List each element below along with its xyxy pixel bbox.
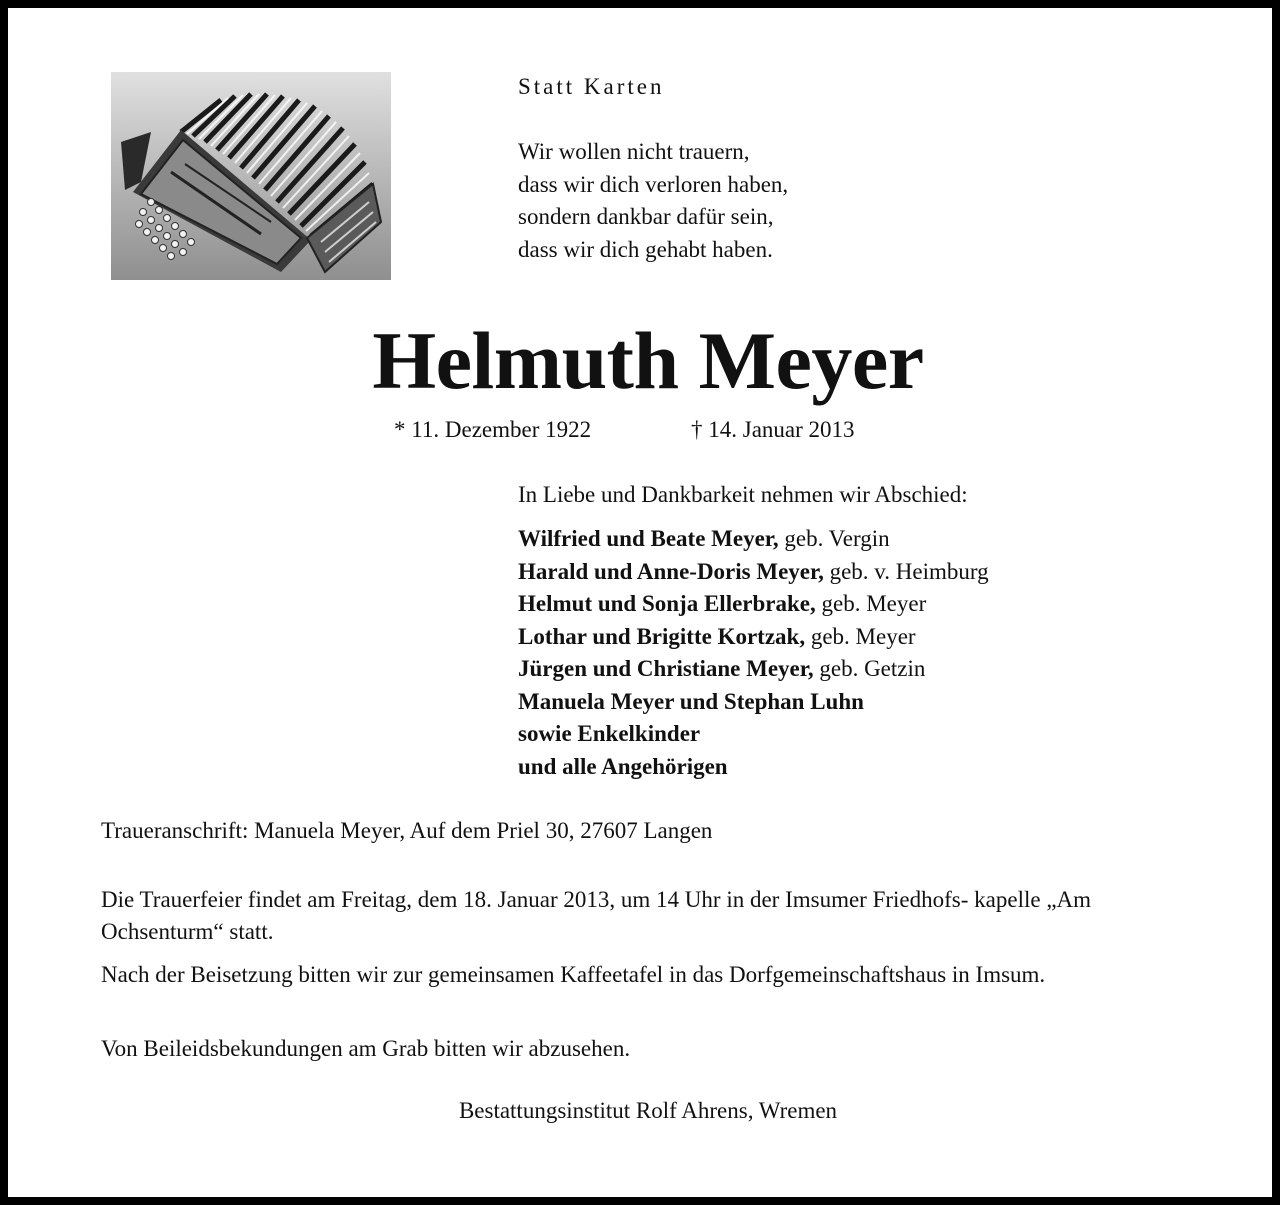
- birth-date: * 11. Dezember 1922: [394, 417, 592, 442]
- mourner-note: geb. Vergin: [784, 526, 890, 551]
- farewell-intro: In Liebe und Dankbarkeit nehmen wir Abschied:: [518, 482, 968, 507]
- mourner-names: Jürgen und Christiane Meyer,: [518, 656, 814, 681]
- mourner-names: Harald und Anne-Doris Meyer,: [518, 558, 824, 584]
- mourner-entry: [518, 718, 989, 751]
- accordion-icon: [111, 72, 391, 280]
- mourner-names: und alle Angehörigen: [518, 753, 728, 779]
- mourner-entry: [518, 751, 989, 784]
- mourner-note: geb. Getzin: [819, 656, 926, 681]
- mourning-address: Traueranschrift: Manuela Meyer, Auf dem Priel 30, 27607 Langen: [101, 818, 713, 843]
- funeral-service-info: Die Trauerfeier findet am Freitag, dem 18. Januar 2013, um 14 Uhr in der Imsumer Friedhofs- kapelle „Am Ochsenturm“ statt.: [101, 887, 1092, 944]
- poem-line: Wir wollen nicht trauern,: [518, 139, 750, 164]
- deceased-name: Helmuth Meyer: [372, 315, 924, 406]
- accordion-photo: [111, 72, 391, 280]
- condolence-note: Von Beileidsbekundungen am Grab bitten wir abzusehen.: [101, 1036, 631, 1061]
- funeral-home: Bestattungsinstitut Rolf Ahrens, Wremen: [458, 1098, 838, 1123]
- poem: [518, 136, 788, 266]
- header-label: Statt Karten: [518, 74, 665, 99]
- mourner-note: geb. Meyer: [810, 623, 916, 649]
- mourner-entry: [518, 556, 989, 589]
- mourner-entry: [518, 686, 989, 719]
- mourner-entry: [518, 523, 989, 556]
- mourner-entry: [518, 588, 989, 621]
- mourner-names: Wilfried und Beate Meyer,: [518, 526, 779, 551]
- death-date: † 14. Januar 2013: [691, 417, 855, 442]
- mourner-names: Manuela Meyer und Stephan Luhn: [518, 688, 864, 714]
- mourner-entry: [518, 653, 989, 686]
- mourner-entry: [518, 621, 989, 654]
- mourner-names: Helmut und Sonja Ellerbrake,: [518, 591, 816, 616]
- mourner-names: sowie Enkelkinder: [518, 721, 701, 746]
- mourner-names: Lothar und Brigitte Kortzak,: [518, 623, 806, 649]
- mourner-note: geb. Meyer: [821, 591, 927, 616]
- poem-line: dass wir dich verloren haben,: [518, 171, 789, 197]
- poem-line: sondern dankbar dafür sein,: [518, 204, 774, 229]
- poem-line: dass wir dich gehabt haben.: [518, 236, 773, 262]
- reception-info: Nach der Beisetzung bitten wir zur gemeinsamen Kaffeetafel in das Dorfgemeinschaftshaus in Imsum.: [101, 962, 1046, 987]
- mourner-note: geb. v. Heimburg: [829, 558, 989, 584]
- mourners-list: [518, 523, 989, 783]
